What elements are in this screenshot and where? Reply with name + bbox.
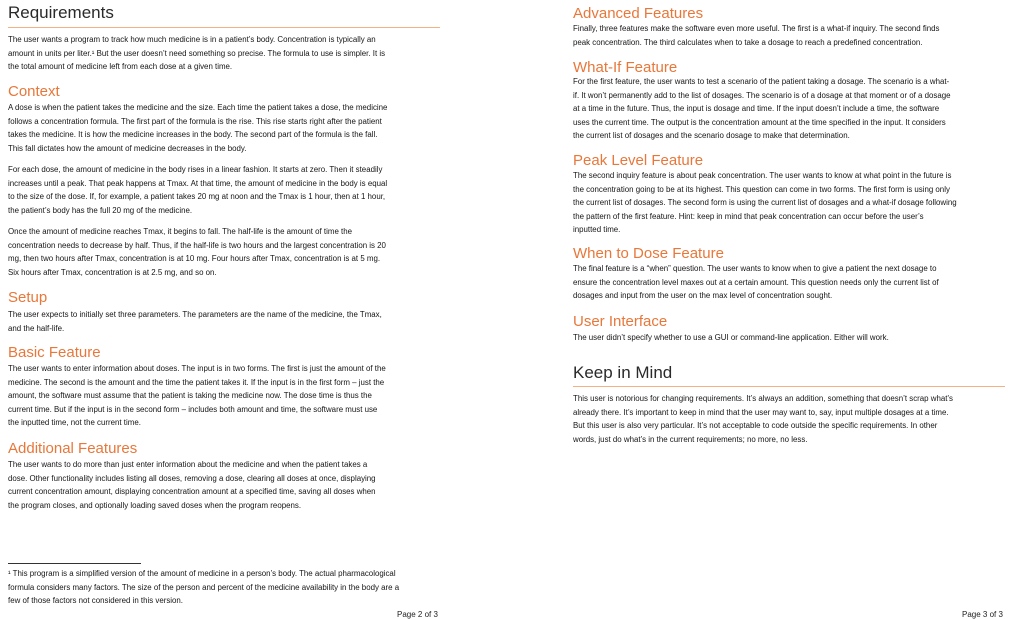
paragraph-line: mg, then two hours after Tmax, concentration is at 10 mg. Four hours after Tmax, concentration is at 5 mg. xyxy=(8,254,381,263)
paragraph-line: the pattern of the first feature. Hint: keep in mind that peak concentration can occur before the user’s xyxy=(573,211,924,221)
paragraph-line: current time. But if the input is in the second form – includes both amount and time, the software must use xyxy=(8,404,378,414)
paragraph-line: amount, the software must assume that the patient is taking the medicine now. The dose time is thus the xyxy=(8,391,372,400)
paragraph-line: The user expects to initially set three parameters. The parameters are the name of the medicine, the Tmax, xyxy=(8,310,382,319)
paragraph-line: increases until a peak. That peak happens at Tmax. At that time, the amount of medicine in the body is equal xyxy=(8,178,388,188)
paragraph-line: the total amount of medicine left from each dose at a given time. xyxy=(8,62,233,71)
page-number: Page 2 of 3 xyxy=(397,610,438,619)
section-heading-basic-feature: Basic Feature xyxy=(8,344,101,361)
paragraph-line: the program closes, and optionally loading saved doses when the program reopens. xyxy=(8,500,302,510)
paragraph-line: The second inquiry feature is about peak concentration. The user wants to know at what point in the future is xyxy=(573,171,952,180)
paragraph-line: The final feature is a “when” question. The user wants to know when to give a patient the next dosage to xyxy=(573,264,937,273)
paragraph-line: the concentration going to be at its highest. This question can come in two forms. The first form is using only xyxy=(573,184,950,194)
section-heading-advanced-features: Advanced Features xyxy=(573,5,704,22)
paragraph-line: the inputted time, not the current time. xyxy=(8,418,141,427)
footnote-line: ¹ This program is a simplified version of the amount of medicine in a person’s body. The actual pharmacological xyxy=(8,569,396,578)
footnote-line: formula considers many factors. The size of the person and percent of the medicine availability in the body are a xyxy=(8,582,400,592)
paragraph-line: if. It won’t permanently add to the list of dosages. The scenario is of a dosage at that moment or of a dosage xyxy=(573,90,951,100)
paragraph-line: This user is notorious for changing requirements. It’s always an addition, something that doesn’t scrap what’s xyxy=(573,394,953,403)
paragraph-line: follows a concentration formula. The first part of the formula is the rise. This rise starts right after the patient xyxy=(8,116,382,126)
paragraph-line: words, just do what’s in the current requirements; no more, no less. xyxy=(573,434,808,444)
section-heading-user-interface: User Interface xyxy=(573,313,668,330)
paragraph-line: to the size of the dose. If, for example, a patient takes 20 mg at noon and the Tmax is 1 hour, then at 1 hour, xyxy=(8,192,386,201)
section-heading-requirements: Requirements xyxy=(8,3,114,22)
document-page-left xyxy=(0,0,500,617)
paragraph-line: peak concentration. The third calculates when to take a dosage to reach a predefined concentration. xyxy=(573,37,923,47)
section-heading-peak-level-feature: Peak Level Feature xyxy=(573,152,704,169)
section-heading-setup: Setup xyxy=(8,289,48,306)
section-heading-when-to-dose-feature: When to Dose Feature xyxy=(573,245,724,262)
paragraph-line: The user wants to enter information about doses. The input is in two forms. The first is just the amount of the xyxy=(8,364,386,373)
paragraph-line: For the first feature, the user wants to test a scenario of the patient taking a dosage. The scenario is a what- xyxy=(573,77,950,86)
paragraph-line: Finally, three features make the software even more useful. The first is a what-if inquiry. The second finds xyxy=(573,24,940,33)
document-page-right xyxy=(565,0,1024,617)
footnote-separator xyxy=(8,563,141,564)
paragraph-line: medicine. The second is the amount and the time the patient takes it. If the input is in the first form – just the xyxy=(8,377,385,387)
paragraph-line: dosages and input from the user on the max level of concentration sought. xyxy=(573,291,833,300)
paragraph-line: the current list of dosages. The second form is using the current list of dosages and a what-if dosage following xyxy=(573,198,957,207)
heading-underline xyxy=(573,386,1005,387)
paragraph-line: The user wants to do more than just enter information about the medicine and when the patient takes a xyxy=(8,460,368,469)
paragraph-line: current concentration amount, displaying concentration amount at a specified time, saving all doses when xyxy=(8,487,376,496)
paragraph-line: The user didn’t specify whether to use a GUI or command-line application. Either will work. xyxy=(573,333,889,342)
paragraph-line: the patient’s body has the full 20 mg of the medicine. xyxy=(8,205,193,215)
paragraph-line: This fall dictates how the amount of medicine decreases in the body. xyxy=(8,143,247,153)
paragraph-line: amount in units per liter.¹ But the user doesn’t need something so precise. The formula to use is simpler. It is xyxy=(8,48,386,58)
section-heading-additional-features: Additional Features xyxy=(8,440,138,457)
paragraph-line: and the half-life. xyxy=(8,323,65,333)
section-heading-what-if-feature: What-If Feature xyxy=(573,59,678,76)
paragraph-line: Once the amount of medicine reaches Tmax, it begins to fall. The half-life is the amount of time the xyxy=(8,227,353,236)
paragraph-line: the current list of dosages and the scenario dosage to make that determination. xyxy=(573,131,850,140)
paragraph-line: already there. It’s important to keep in mind that the user may want to, say, input multiple dosages at a time. xyxy=(573,407,949,417)
paragraph-line: dose. Other functionality includes listing all doses, removing a dose, clearing all doses at once, displaying xyxy=(8,473,376,483)
paragraph-line: The user wants a program to track how much medicine is in a patient’s body. Concentration is typically an xyxy=(8,35,376,44)
paragraph-line: For each dose, the amount of medicine in the body rises in a linear fashion. It starts at zero. Then it steadily xyxy=(8,165,383,174)
footnote-line: few of those factors not considered in this version. xyxy=(8,596,184,605)
page-number: Page 3 of 3 xyxy=(962,610,1003,619)
paragraph-line: Six hours after Tmax, concentration is at 2.5 mg, and so on. xyxy=(8,267,217,277)
paragraph-line: inputted time. xyxy=(573,225,621,234)
paragraph-line: at a time in the future. Thus, the input is dosage and time. If the input doesn’t include a time, the software xyxy=(573,104,940,113)
paragraph-line: A dose is when the patient takes the medicine and the size. Each time the patient takes a dose, the medicine xyxy=(8,103,388,112)
paragraph-line: But this user is also very particular. It’s not acceptable to code outside the specific requirements. In other xyxy=(573,421,938,430)
section-heading-keep-in-mind: Keep in Mind xyxy=(573,363,673,382)
paragraph-line: uses the current time. The output is the concentration amount at the time specified in the input. It considers xyxy=(573,117,946,127)
paragraph-line: concentration needs to decrease by half. Thus, if the half-life is two hours and the largest concentration is 20 xyxy=(8,240,386,250)
paragraph-line: takes the medicine. It is how the medicine increases in the body. The second part of the formula is the fall. xyxy=(8,130,378,139)
section-heading-context: Context xyxy=(8,83,60,100)
heading-underline xyxy=(8,27,440,28)
paragraph-line: ensure the concentration level maxes out at a certain amount. This question needs only the current list of xyxy=(573,277,939,287)
